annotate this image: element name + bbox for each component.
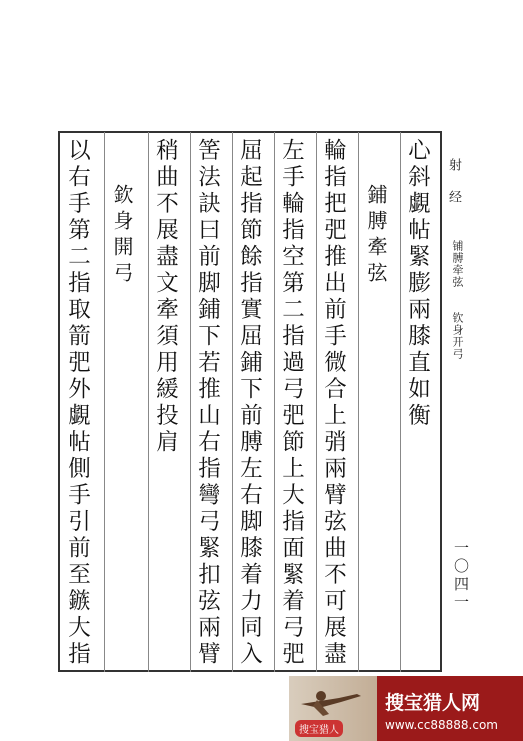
text-column-9: 以右手第二指取箭弝外覷帖側手引前至鏃大指 (64, 138, 91, 668)
column-rule (148, 132, 149, 672)
section-title: 射 经 (446, 158, 461, 205)
column-rule (358, 132, 359, 672)
column-rule (316, 132, 317, 672)
column-rule (274, 132, 275, 672)
watermark-logo: 搜宝猎人 (295, 720, 343, 737)
column-rule (104, 132, 105, 672)
frame-left-border (58, 131, 60, 672)
page-number: 一〇四一 (452, 540, 470, 612)
watermark-site-name: 搜宝猎人网 (385, 692, 481, 714)
section-subtitle-1: 铺膊牵弦 (451, 240, 464, 288)
text-column-2: 鋪膊牽弦 (364, 184, 388, 288)
column-rule (400, 132, 401, 672)
watermark-url[interactable]: www.cc88888.com (385, 718, 498, 732)
text-column-7: 稍曲不展盡文牽須用緩投肩 (152, 138, 179, 456)
watermark-banner[interactable] (289, 676, 523, 741)
column-rule (190, 132, 191, 672)
frame-right-border (440, 131, 442, 672)
column-rule (232, 132, 233, 672)
text-column-5: 屈起指節餘指實屈鋪下前膊左右脚膝着力同入 (236, 138, 263, 668)
section-subtitle-2: 钦身开弓 (451, 312, 464, 360)
hunter-figure-icon (299, 684, 369, 718)
text-column-6: 筈法訣曰前脚鋪下若推山右指彎弓緊扣弦兩臂 (194, 138, 221, 668)
text-column-3: 輪指把弝推出前手微合上弰兩臂弦曲不可展盡 (320, 138, 347, 668)
frame-top-border (58, 131, 442, 133)
text-column-1: 心斜覷帖緊膨兩膝直如衡 (404, 138, 431, 430)
text-column-4: 左手輪指空第二指過弓弝節上大指面緊着弓弝 (278, 138, 305, 668)
frame-bottom-border (58, 670, 442, 672)
text-column-8: 欽身開弓 (110, 184, 134, 288)
